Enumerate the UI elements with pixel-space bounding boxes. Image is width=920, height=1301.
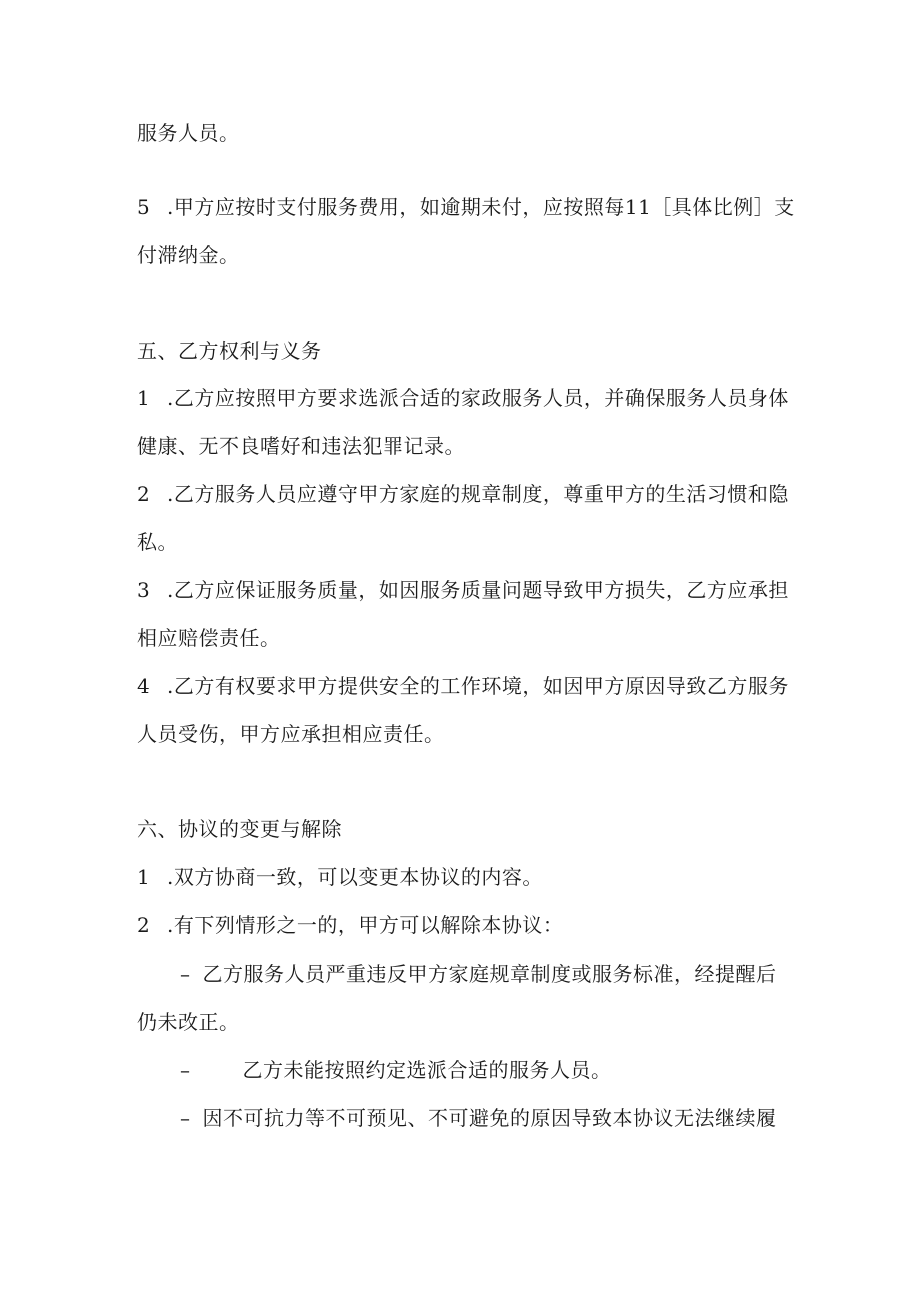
- item-number: 2: [137, 913, 151, 937]
- item-number: 3: [137, 578, 151, 602]
- item-text: .乙方应保证服务质量，如因服务质量问题导致甲方损失，乙方应承担: [167, 578, 789, 602]
- bullet-item: [180, 1056, 612, 1084]
- list-item: [137, 480, 789, 508]
- list-item-continued: 健康、无不良嗜好和违法犯罪记录。: [137, 434, 465, 458]
- list-item: [137, 672, 789, 700]
- list-item: [137, 576, 789, 604]
- list-item: [137, 863, 543, 891]
- item-text: .双方协商一致，可以变更本协议的内容。: [167, 865, 543, 889]
- list-item-5-continued: 付滞纳金。: [137, 243, 240, 267]
- item-text: .乙方有权要求甲方提供安全的工作环境，如因甲方原因导致乙方服务: [167, 674, 789, 698]
- item-number: 4: [137, 674, 151, 698]
- item-text: .乙方服务人员应遵守甲方家庭的规章制度，尊重甲方的生活习惯和隐: [167, 482, 789, 506]
- list-item-continued: 相应赔偿责任。: [137, 626, 281, 650]
- section-heading: 六、协议的变更与解除: [137, 817, 342, 841]
- item-number: 5: [137, 195, 151, 219]
- section-heading: 五、乙方权利与义务: [137, 339, 322, 363]
- bullet-dash: –: [180, 1058, 191, 1082]
- item-number: 1: [137, 865, 151, 889]
- item-text: .乙方应按照甲方要求选派合适的家政服务人员，并确保服务人员身体: [167, 386, 789, 410]
- bullet-dash: –: [180, 962, 191, 986]
- paragraph-continuation: 服务人员。: [137, 121, 240, 145]
- list-item: [137, 911, 563, 939]
- item-number: 2: [137, 482, 151, 506]
- bullet-item-continued: 仍未改正。: [137, 1010, 240, 1034]
- bullet-text: 因不可抗力等不可预见、不可避免的原因导致本协议无法继续履: [202, 1106, 777, 1130]
- item-number: 1: [137, 386, 151, 410]
- item-text: .甲方应按时支付服务费用，如逾期未付，应按照每11［具体比例］支: [167, 195, 795, 219]
- list-item: [137, 384, 789, 412]
- bullet-text: 乙方服务人员严重违反甲方家庭规章制度或服务标准，经提醒后: [202, 962, 777, 986]
- bullet-item: [180, 1104, 777, 1132]
- list-item-continued: 私。: [137, 530, 178, 554]
- bullet-item: [180, 960, 777, 988]
- item-text: .有下列情形之一的，甲方可以解除本协议：: [167, 913, 564, 937]
- list-item-continued: 人员受伤，甲方应承担相应责任。: [137, 722, 445, 746]
- list-item-5: [137, 193, 795, 221]
- bullet-dash: –: [180, 1106, 191, 1130]
- bullet-text: 乙方未能按照约定选派合适的服务人员。: [242, 1058, 612, 1082]
